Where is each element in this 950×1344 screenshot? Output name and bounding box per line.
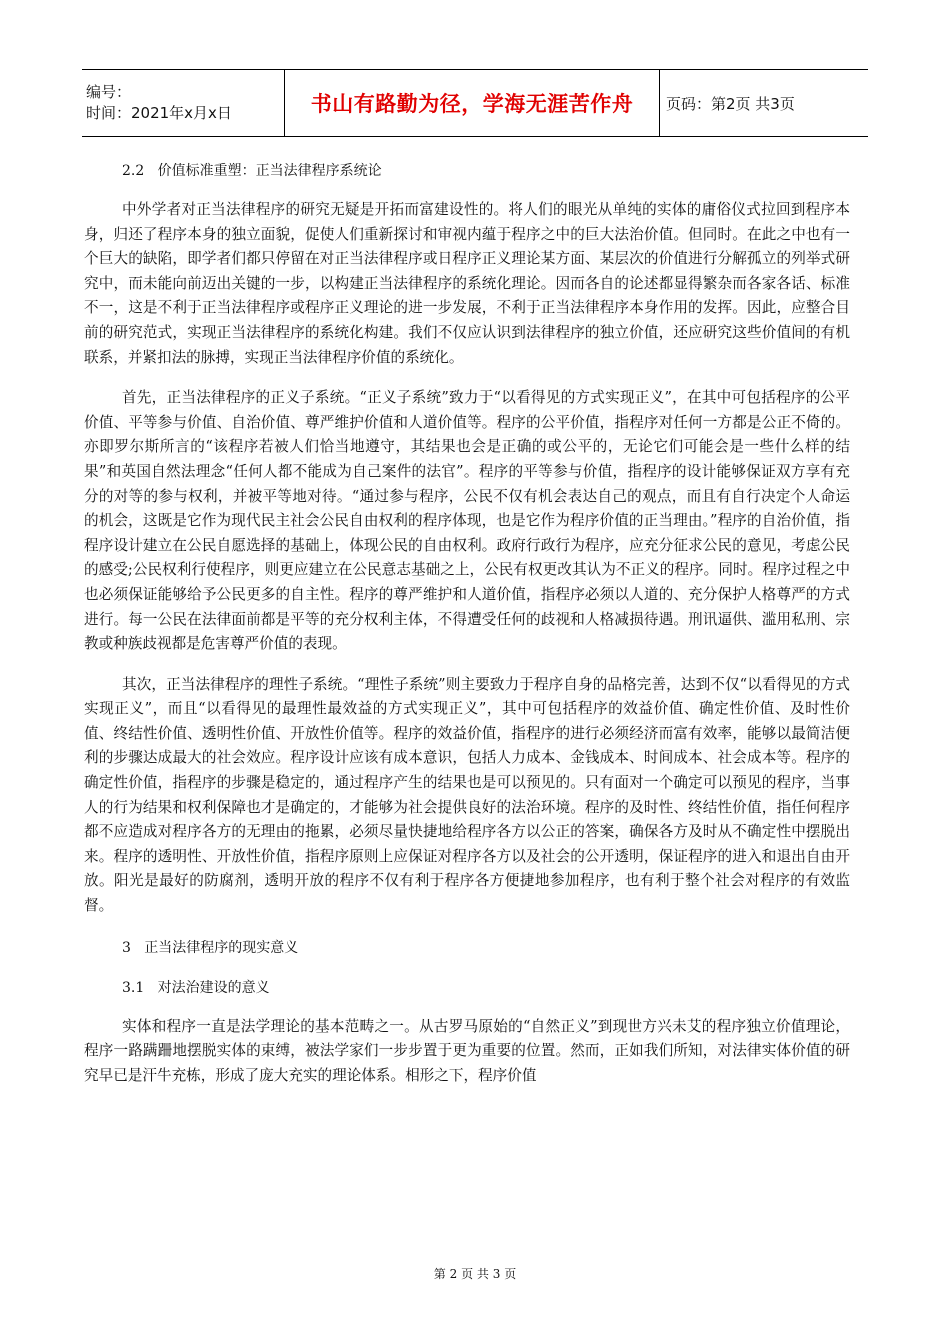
time-label: 时间：2021年x月x日 bbox=[86, 104, 232, 122]
page-footer bbox=[0, 1265, 950, 1282]
section-heading-3-1: 3.1 对法治建设的意义 bbox=[122, 979, 270, 996]
header-motto: 书山有路勤为径，学海无涯苦作舟 bbox=[285, 70, 660, 137]
paragraph: 实体和程序一直是法学理论的基本范畴之一。从古罗马原始的“自然正义”到现世方兴未艾的程序独立价值理论，程序一路蹒跚地摆脱实体的束缚，被法学家们一步步置于更为重要的位置。然而，正如我们所知，对法律实体价值的研究早已是汗牛充栋，形成了庞大充实的理论体系。相形之下，程序价值 bbox=[84, 1017, 850, 1084]
section-heading-3: 3 正当法律程序的现实意义 bbox=[122, 939, 299, 956]
header-meta bbox=[82, 70, 285, 137]
serial-number-label: 编号： bbox=[86, 83, 132, 101]
document-body bbox=[84, 158, 850, 1104]
footer-mid: 页 共 bbox=[461, 1267, 489, 1281]
section-heading-2-2: 2.2 价值标准重塑：正当法律程序系统论 bbox=[122, 163, 382, 179]
page-header bbox=[82, 69, 868, 137]
paragraph: 其次，正当法律程序的理性子系统。“理性子系统”则主要致力于程序自身的品格完善，达到不仅“以看得见的方式实现正义”，而且“以看得见的最理性最效益的方式实现正义”，其中可包括程序的效益价值、确定性价值、及时性价值、终结性价值、透明性价值、开放性价值等。程序的效益价值，指程序的进行必须经济而富有效率，能够以最简洁便利的步骤达成最大的社会效应。程序设计应该有成本意识，包括人力成本、金钱成本、时间成本、社会成本等。程序的确定性价值，指程序的步骤是稳定的，通过程序产生的结果也是可以预见的。只有面对一个确定可以预见的程序，当事人的行为结果和权利保障也才是确定的，才能够为社会提供良好的法治环境。程序的及时性、终结性价值，指任何程序都不应造成对程序各方的无理由的拖累，必须尽量快捷地给程序各方以公正的答案，确保各方及时从不确定性中摆脱出来。程序的透明性、开放性价值，指程序原则上应保证对程序各方以及社会的公开透明，保证程序的进入和退出自由开放。阳光是最好的防腐剂，透明开放的程序不仅有利于程序各方便捷地参加程序，也有利于整个社会对程序的有效监督。 bbox=[84, 675, 850, 915]
header-page-info: 页码：第2页 共3页 bbox=[660, 70, 869, 137]
footer-suffix: 页 bbox=[504, 1267, 517, 1281]
footer-page-number: 2 bbox=[449, 1267, 458, 1281]
footer-total-pages: 3 bbox=[492, 1267, 501, 1281]
paragraph: 中外学者对正当法律程序的研究无疑是开拓而富建设性的。将人们的眼光从单纯的实体的庸俗仪式拉回到程序本身，归还了程序本身的独立面貌，促使人们重新探讨和审视内蕴于程序之中的巨大法治价值。但同时。在此之中也有一个巨大的缺陷，即学者们都只停留在对正当法律程序或日程序正义理论某方面、某层次的价值进行分解孤立的列举式研究中，而未能向前迈出关键的一步，以构建正当法律程序的系统化理论。因而各自的论述都显得繁杂而各家各话、标准不一，这是不利于正当法律程序或程序正义理论的进一步发展，不利于正当法律程序本身作用的发挥。因此，应整合目前的研究范式，实现正当法律程序的系统化构建。我们不仅应认识到法律程序的独立价值，还应研究这些价值间的有机联系，并紧扣法的脉搏，实现正当法律程序价值的系统化。 bbox=[84, 201, 850, 366]
paragraph: 首先，正当法律程序的正义子系统。“正义子系统”致力于“以看得见的方式实现正义”，在其中可包括程序的公平价值、平等参与价值、自治价值、尊严维护价值和人道价值等。程序的公平价值，指程序对任何一方都是公正不倚的。亦即罗尔斯所言的“该程序若被人们恰当地遵守，其结果也会是正确的或公平的，无论它们可能会是一些什么样的结果”和英国自然法理念“任何人都不能成为自己案件的法官”。程序的平等参与价值，指程序的设计能够保证双方享有充分的对等的参与权利，并被平等地对待。“通过参与程序，公民不仅有机会表达自己的观点，而且有自行决定个人命运的机会，这既是它作为现代民主社会公民自由权利的程序体现，也是它作为程序价值的正当理由。”程序的自治价值，指程序设计建立在公民自愿选择的基础上，体现公民的自由权利。政府行政行为程序，应充分征求公民的意见，考虑公民的感受;公民权利行使程序，则更应建立在公民意志基础之上，公民有权更改其认为不正义的程序。同时。程序过程之中也必须保证能够给予公民更多的自主性。程序的尊严维护和人道价值，指程序必须以人道的、充分保护人格尊严的方式进行。每一公民在法律面前都是平等的充分权利主体，不得遭受任何的歧视和人格减损待遇。刑讯逼供、滥用私刑、宗教或种族歧视都是危害尊严价值的表现。 bbox=[84, 389, 850, 653]
footer-prefix: 第 bbox=[433, 1267, 446, 1281]
